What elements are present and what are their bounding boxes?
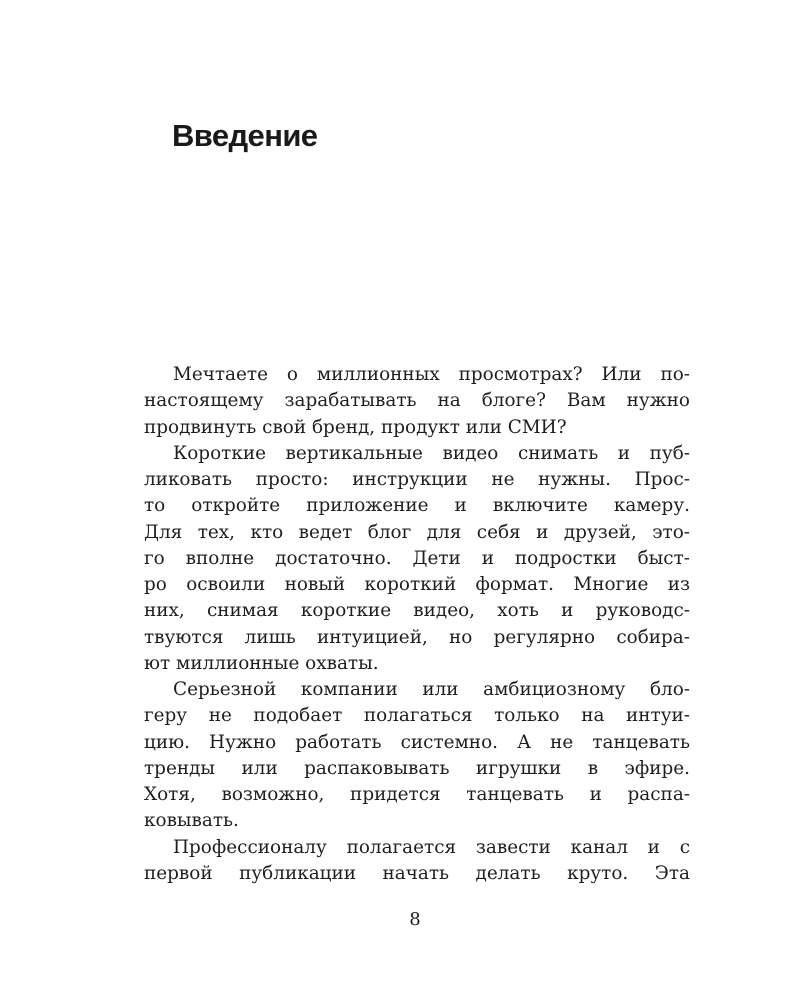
text-line: Короткие вертикальные видео снимать и пуб- (173, 442, 690, 464)
text-line: Для тех, кто ведет блог для себя и друзей, это- (144, 521, 690, 543)
text-line: настоящему зарабатывать на блоге? Вам нужно (144, 390, 690, 412)
text-line: твуются лишь интуицией, но регулярно собира- (144, 626, 690, 648)
text-line: Хотя, возможно, придется танцевать и распа- (144, 784, 690, 805)
text-line: Серьезной компании или амбициозному бло- (173, 679, 690, 700)
text-line: них, снимая короткие видео, хоть и руководс- (144, 600, 690, 622)
text-line: цию. Нужно работать системно. А не танцевать (144, 731, 690, 753)
text-line: ро освоили новый короткий формат. Многие из (144, 574, 690, 595)
text-line: геру не подобает полагаться только на интуи- (144, 705, 690, 727)
text-line: Мечтаете о миллионных просмотрах? Или по- (173, 364, 690, 385)
chapter-title: Введение (172, 118, 318, 153)
text-line: ликовать просто: инструкции не нужны. Прос- (144, 469, 690, 490)
body-text (144, 362, 690, 887)
text-line: тренды или распаковывать игрушки в эфире. (144, 757, 690, 779)
text-line: ют миллионные охваты. (144, 652, 379, 674)
text-line: продвинуть свой бренд, продукт или СМИ? (144, 416, 567, 438)
text-line: го вполне достаточно. Дети и подростки быст- (144, 547, 690, 569)
text-line: Профессионалу полагается завести канал и с (173, 836, 690, 858)
text-line: то откройте приложение и включите камеру. (144, 495, 690, 517)
text-line: первой публикации начать делать круто. Эта (144, 862, 690, 884)
text-line: ковывать. (144, 810, 239, 832)
page-number: 8 (409, 909, 421, 930)
